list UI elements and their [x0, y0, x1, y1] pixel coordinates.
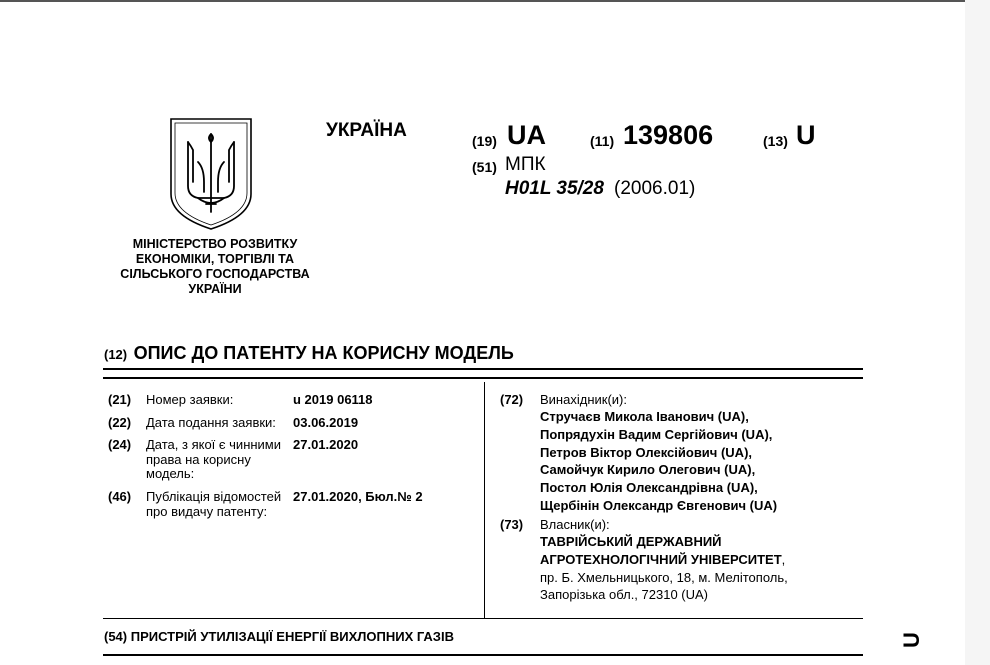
divider	[103, 618, 863, 619]
owner-name-line: АГРОТЕХНОЛОГІЧНИЙ УНІВЕРСИТЕТ	[540, 551, 782, 567]
side-kind-mark	[898, 630, 926, 652]
ipc-version: (2006.01)	[614, 178, 696, 199]
label-line: права на корисну	[146, 451, 251, 467]
field-label	[146, 490, 281, 519]
inventors-list	[540, 408, 777, 515]
code-24: (24)	[108, 437, 132, 452]
field-label	[146, 416, 276, 431]
inventor-name: Стручаєв Микола Іванович (UA),	[540, 409, 749, 424]
country-code: UA	[507, 120, 546, 150]
field-label	[146, 438, 281, 482]
label-line: Дата подання заявки:	[146, 415, 276, 430]
divider	[103, 377, 863, 379]
code-11: (11)	[590, 133, 615, 149]
ministry-line: ЕКОНОМІКИ, ТОРГІВЛІ ТА	[135, 252, 295, 266]
label-line: Номер заявки:	[146, 392, 234, 407]
doc-title-text: ОПИС ДО ПАТЕНТУ НА КОРИСНУ МОДЕЛЬ	[133, 343, 514, 363]
coat-of-arms-icon	[168, 116, 254, 232]
filing-date: 03.06.2019	[293, 415, 359, 430]
ipc-class: H01L 35/28	[505, 178, 604, 199]
side-kind-letter: U	[898, 632, 924, 648]
ipc-label: МПК	[505, 154, 546, 175]
doc-title	[104, 343, 514, 364]
label-line: Дата, з якої є чинними	[146, 437, 282, 452]
code-19: (19)	[472, 133, 497, 149]
code-21: (21)	[108, 392, 132, 407]
label-line: Публікація відомостей	[146, 489, 282, 504]
inventor-name: Щербінін Олександр Євгенович (UA)	[540, 497, 778, 513]
owner-name-line: ТАВРІЙСЬКИЙ ДЕРЖАВНИЙ	[540, 534, 722, 549]
ministry-name	[100, 237, 330, 297]
inventor-name: Попрядухін Вадим Сергійович (UA),	[540, 426, 773, 442]
rights-effective-date: 27.01.2020	[293, 437, 359, 452]
inventor-name: Постол Юлія Олександрівна (UA),	[540, 480, 758, 496]
code-73: (73)	[500, 517, 524, 532]
owner-label: Власник(и):	[540, 517, 610, 532]
patent-number: 139806	[623, 120, 714, 150]
code-13: (13)	[763, 133, 788, 149]
inventors-label: Винахідник(и):	[540, 392, 627, 407]
kind-code: U	[796, 120, 816, 150]
inventor-name: Петров Віктор Олексійович (UA),	[540, 444, 753, 460]
code-22: (22)	[108, 415, 132, 430]
code-46: (46)	[108, 489, 132, 504]
label-line: модель:	[146, 466, 195, 481]
invention-title	[104, 629, 454, 644]
code-72: (72)	[500, 392, 524, 407]
code-12: (12)	[104, 347, 128, 362]
country-name: УКРАЇНА	[326, 120, 407, 141]
ministry-line: СІЛЬСЬКОГО ГОСПОДАРСТВА	[120, 267, 310, 281]
inventor-name: Самойчук Кирило Олегович (UA),	[540, 462, 756, 478]
divider	[103, 368, 863, 370]
code-54: (54)	[104, 629, 128, 644]
ministry-line: МІНІСТЕРСТВО РОЗВИТКУ	[132, 237, 298, 251]
publication-info: 27.01.2020, Бюл.№ 2	[293, 489, 423, 504]
invention-title-text: ПРИСТРІЙ УТИЛІЗАЦІЇ ЕНЕРГІЇ ВИХЛОПНИХ ГАЗІВ	[130, 629, 454, 644]
ministry-line: УКРАЇНИ	[188, 282, 242, 296]
owner-name-suffix: ,	[781, 551, 786, 567]
scroll-gutter	[965, 0, 990, 665]
code-51: (51)	[472, 159, 497, 175]
application-number: u 2019 06118	[293, 392, 373, 407]
top-edge	[0, 0, 990, 2]
field-label	[146, 393, 233, 408]
owner-block	[540, 533, 788, 604]
owner-address-line: Запорізька обл., 72310 (UA)	[540, 587, 709, 603]
column-divider	[484, 382, 485, 618]
label-line: про видачу патенту:	[146, 503, 268, 519]
owner-address-line: пр. Б. Хмельницького, 18, м. Мелітополь,	[540, 569, 788, 585]
divider	[103, 654, 863, 656]
